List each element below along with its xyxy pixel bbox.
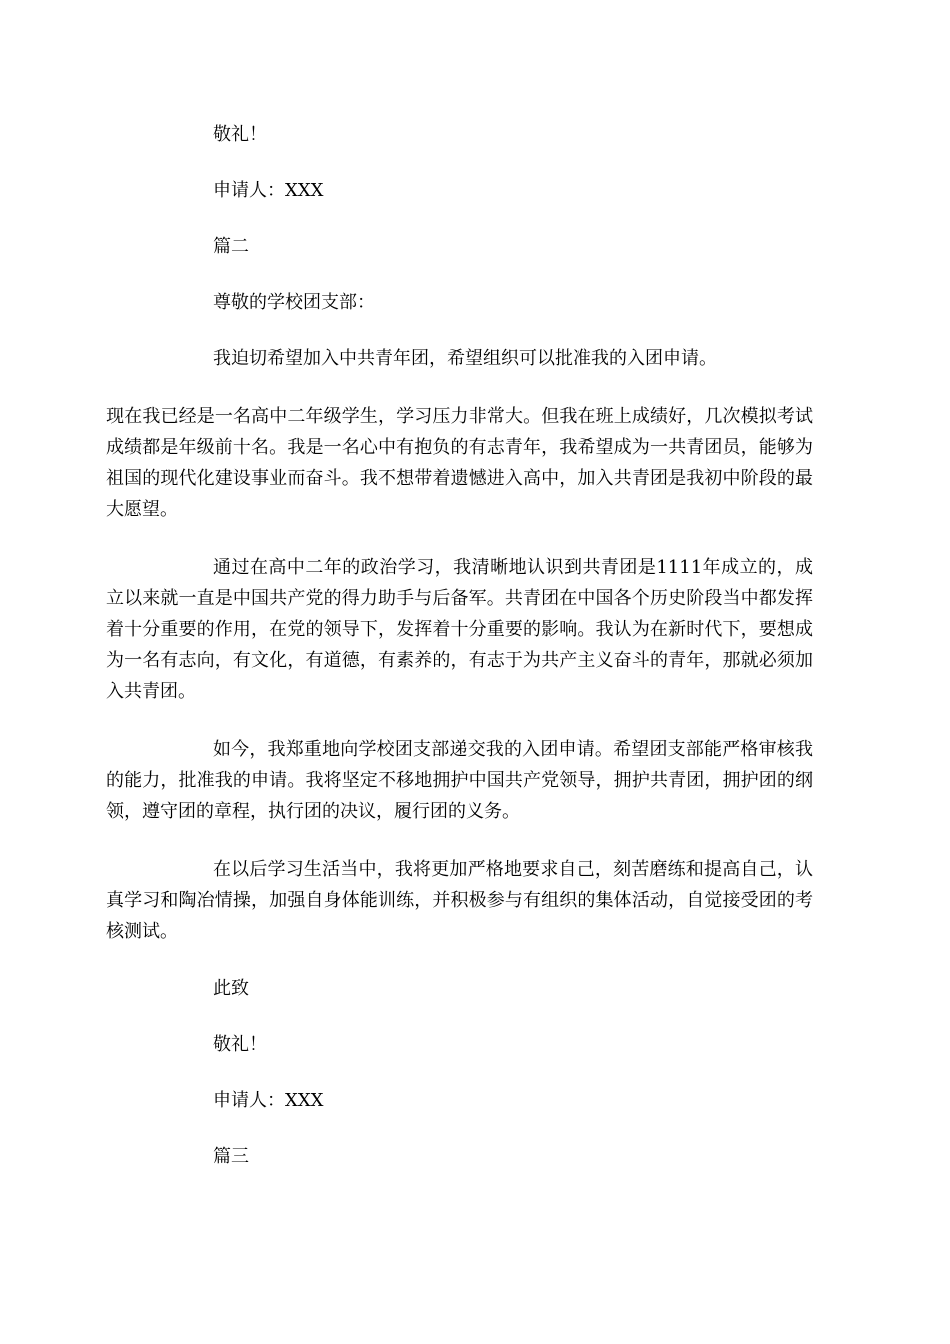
section-heading: 篇二 (213, 236, 249, 257)
salutation-closing: 敬礼！ (213, 1034, 267, 1055)
document-body (106, 120, 813, 1172)
intro-sentence: 我迫切希望加入中共青年团，希望组织可以批准我的入团申请。 (213, 348, 717, 369)
body-paragraph (106, 552, 813, 707)
body-paragraph (106, 401, 813, 525)
paragraph-text: 通过在高中二年的政治学习，我清晰地认识到共青团是1111年成立的，成立以来就一直是中国共产党的得力助手与后备军。共青团在中国各个历史阶段当中都发挥着十分重要的作用，在党的领导下，发挥着十分重要的影响。我认为在新时代下，要想成为一名有志向，有文化，有道德，有素养的，有志于为共产主义奋斗的青年，那就必须加入共青团。 (106, 557, 813, 702)
section-heading: 篇三 (213, 1146, 249, 1167)
applicant-signature: 申请人：XXX (213, 1090, 324, 1111)
salutation-closing: 敬礼！ (213, 124, 267, 145)
paragraph-text: 如今，我郑重地向学校团支部递交我的入团申请。希望团支部能严格审核我的能力，批准我的申请。我将坚定不移地拥护中国共产党领导，拥护共青团，拥护团的纲领，遵守团的章程，执行团的决议，履行团的义务。 (106, 739, 813, 822)
salutation-opening: 尊敬的学校团支部： (213, 292, 375, 313)
applicant-signature: 申请人：XXX (213, 180, 324, 201)
body-paragraph (106, 854, 813, 947)
paragraph-text: 现在我已经是一名高中二年级学生，学习压力非常大。但我在班上成绩好，几次模拟考试成绩都是年级前十名。我是一名心中有抱负的有志青年，我希望成为一共青团员，能够为祖国的现代化建设事业而奋斗。我不想带着遗憾进入高中，加入共青团是我初中阶段的最大愿望。 (106, 406, 813, 520)
body-paragraph (106, 734, 813, 827)
closing-phrase: 此致 (213, 978, 249, 999)
paragraph-text: 在以后学习生活当中，我将更加严格地要求自己，刻苦磨练和提高自己，认真学习和陶冶情操，加强自身体能训练，并积极参与有组织的集体活动，自觉接受团的考核测试。 (106, 859, 813, 942)
